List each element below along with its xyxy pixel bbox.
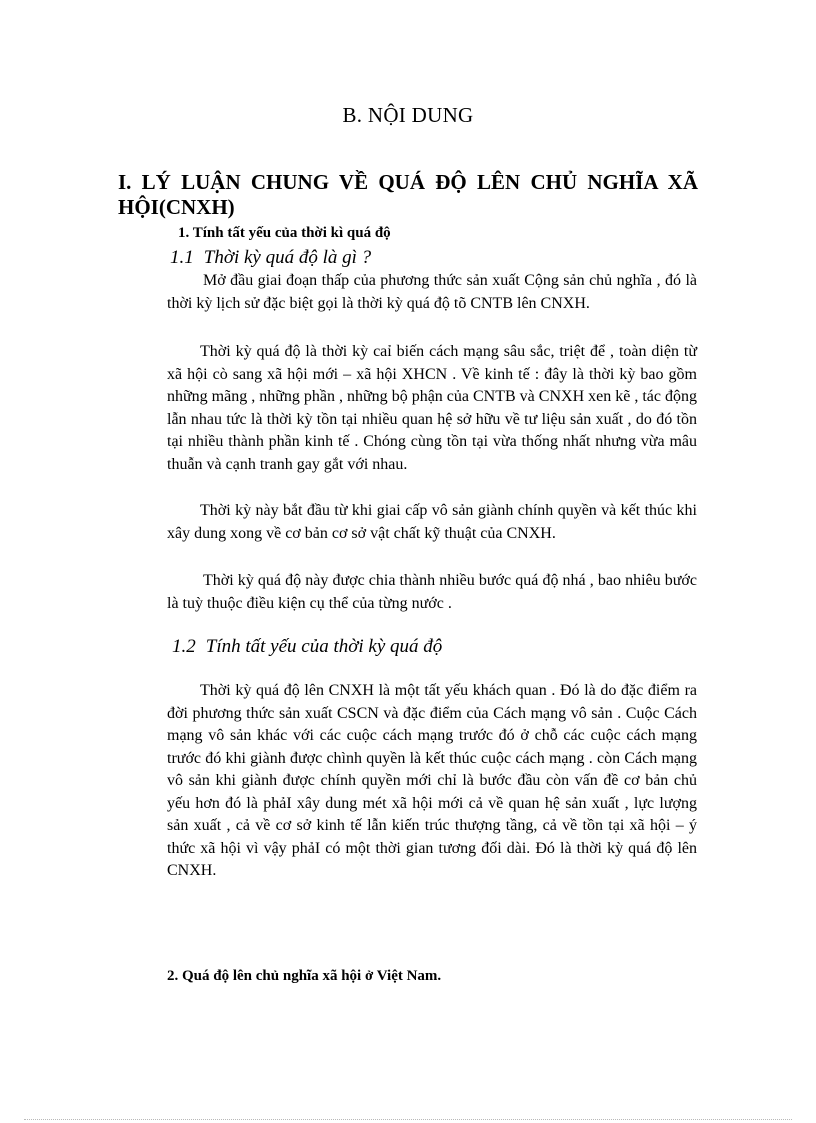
main-title: B. NỘI DUNG (342, 103, 474, 127)
paragraph-1-1-b: Thời kỳ quá độ là thời kỳ caỉ biến cách mạng sâu sắc, triệt để , toàn diện từ xã hội cò sang xã hội mới – xã hội XHCN . Về kinh tế : đây là thời kỳ bao gồm những mãng , những phần , những bộ phận của CNTB và CNXH xen kẽ , tác động lẫn nhau tức là thời kỳ tồn tại nhiều quan hệ sở hữu về tư liệu sản xuất , do đó tồn tại nhiều thành phần kinh tế . Chóng cùng tồn tại vừa thống nhất nhưng vừa mâu thuẫn và cạnh tranh gay gắt với nhau. (167, 343, 697, 473)
part-heading: I. LÝ LUẬN CHUNG VỀ QUÁ ĐỘ LÊN CHỦ NGHĨA XÃ HỘI(CNXH) (118, 170, 698, 219)
section-1-heading: 1. Tính tất yếu của thời kì quá độ (178, 225, 391, 241)
subsection-1-2-heading (172, 636, 442, 658)
subsection-1-2-number: 1.2 (172, 636, 196, 657)
page-footer-rule (24, 1119, 792, 1120)
subsection-1-1-heading (170, 247, 371, 269)
paragraph-1-1-c: Thời kỳ này bắt đầu từ khi giai cấp vô sản giành chính quyền và kết thúc khi xây dung xong về cơ bản cơ sở vật chất kỹ thuật của CNXH. (167, 502, 697, 542)
subsection-1-1-title: Thời kỳ quá độ là gì ? (203, 247, 372, 268)
paragraph-1-2-a: Thời kỳ quá độ lên CNXH là một tất yếu khách quan . Đó là do đặc điểm ra đời phương thức sản xuất CSCN và đặc điểm của Cách mạng vô sản . Cuộc Cách mạng vô sản khác với các cuộc cách mạng trước đó ở chỗ các cuộc cách mạng trước đó khi giành được chình quyền là kết thúc cuộc cách mạng . còn Cách mạng vô sản khi giành được chính quyền mới chỉ là bước đầu còn vấn đề cơ bản chủ yếu hơn đó là phảI xây dung mét xã hội mới cả về quan hệ sản xuất , lực lượng sản xuất , cả về cơ sở kinh tế lẫn kiến trúc thượng tầng, cả về tồn tại xã hội – ý thức xã hội vì vậy phảI có một thời gian tương đối dài. Đó là thời kỳ quá độ lên CNXH. (167, 682, 697, 879)
section-2-heading: 2. Quá độ lên chủ nghĩa xã hội ở Việt Nam. (167, 968, 442, 984)
paragraph-1-1-d: Thời kỳ quá độ này được chia thành nhiều bước quá độ nhá , bao nhiêu bước là tuỳ thuộc điều kiện cụ thể của từng nước . (167, 572, 697, 612)
subsection-1-1-number: 1.1 (170, 247, 194, 268)
subsection-1-2-title: Tính tất yếu của thời kỳ quá độ (205, 636, 443, 657)
paragraph-1-1-a: Mở đầu giai đoạn thấp của phương thức sản xuất Cộng sản chủ nghĩa , đó là thời kỳ lịch sử đặc biệt gọi là thời kỳ quá độ tõ CNTB lên CNXH. (167, 272, 697, 312)
